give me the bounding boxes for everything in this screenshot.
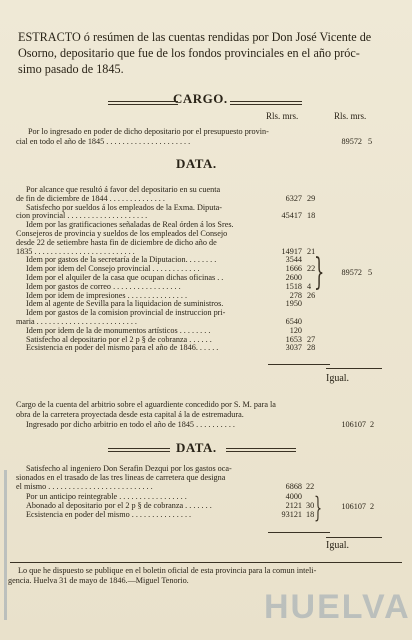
row-amount-mrs: 4 [307, 281, 312, 291]
row-amount-rls: 1666 [285, 264, 302, 274]
row-text-line: Satisfecho por sueldos á los empleados de la Exma. Diputa- [26, 202, 222, 212]
row-amount-mrs: 29 [307, 193, 316, 203]
data-equal-rule [326, 368, 382, 369]
cargo2-line-1: Cargo de la cuenta del arbitrio sobre el aguardiente concedido por S. M. para la [16, 400, 276, 409]
row-text-line: Idem al agente de Sevilla para la liquidacion de suministros. [26, 299, 224, 309]
footer-line-1: Lo que he dispuesto se publique en el boletin oficial de esta provincia para la comun inteli- [18, 566, 317, 575]
row-amount-rls: 2600 [285, 273, 302, 282]
row-amount-rls: 1950 [285, 299, 302, 309]
row-text-line: cion provincial . . . . . . . . . . . . . . . . . . . . [16, 211, 148, 221]
row-amount-rls: 3544 [285, 255, 302, 265]
data-total-rls: 89572 [341, 268, 362, 277]
row-amount-rls: 93121 [281, 510, 302, 519]
ornament2-rule-left [108, 448, 170, 452]
ornament-rule-left [108, 101, 178, 105]
row-text-line: desde 22 de setiembre hasta fin de diciembre de dicho año de [16, 237, 217, 247]
row-amount-rls: 6327 [285, 193, 302, 203]
header-line-2: Osorno, depositario que fue de los fondos provinciales en el año próc- [18, 46, 360, 60]
row-text-line: Ecsistencia en poder del mismo para el año de 1846. . . . . . [26, 343, 219, 353]
row-text-line: Idem por idem del Consejo provincial . . . . . . . . . . . . [26, 264, 200, 274]
data-equal: Igual. [326, 373, 350, 384]
row-amount-rls: 14917 [281, 246, 302, 256]
data2-equal-rule [326, 537, 382, 538]
data2-brace-icon: } [314, 491, 323, 524]
cargo-line-2: cial en todo el año de 1845 . . . . . . . . . . . . . . . . . . . . . [16, 137, 191, 146]
cargo-total-rls: 89572 [341, 137, 362, 146]
data-brace-icon: } [314, 252, 325, 293]
row-amount-rls: 120 [289, 325, 302, 335]
data2-title: DATA. [176, 440, 217, 455]
data-sum-rule [268, 364, 330, 365]
cargo2-line-2: obra de la carretera proyectada desde esta capital á la de estremadura. [16, 410, 244, 419]
footer-rule [10, 562, 402, 563]
data2-equal: Igual. [326, 540, 350, 551]
ornament2-rule-right [226, 448, 296, 452]
row-text-line: Idem por las gratificaciones señaladas de Real órden á los Sres. [26, 220, 234, 230]
row-amount-mrs: 21 [307, 246, 316, 256]
row-text-line: Por alcance que resultó á favor del depositario en su cuenta [26, 185, 221, 194]
ornament-rule-right [230, 101, 302, 105]
row-text-line: Por un anticipo reintegrable . . . . . . . . . . . . . . . . . [26, 491, 187, 501]
row-text-line: Satisfecho al ingeniero Don Serafin Dezqui por los gastos oca- [26, 464, 232, 473]
row-amount-mrs: 18 [306, 510, 315, 519]
row-amount-rls: 45417 [281, 211, 302, 221]
cargo-title: CARGO. [173, 91, 228, 106]
data-total-mrs: 5 [368, 268, 373, 277]
row-text-line: sionados en el trasado de las tres lineas de carretera que designa [16, 473, 226, 483]
row-amount-rls: 3037 [285, 343, 302, 353]
cargo-total-mrs: 5 [368, 137, 373, 146]
row-amount-mrs: 28 [307, 343, 316, 353]
data2-total-rls: 106107 [341, 502, 366, 511]
row-amount-rls: 278 [289, 290, 302, 300]
row-amount-mrs: 22 [306, 482, 315, 492]
row-amount-rls: 2121 [285, 500, 302, 510]
row-amount-mrs: 22 [307, 264, 316, 274]
data2-sum-rule [268, 532, 330, 533]
row-amount-rls: 1518 [285, 281, 302, 291]
cargo-column-header-2: Rls. mrs. [334, 111, 367, 121]
row-text-line: maria . . . . . . . . . . . . . . . . . . . . . . . . . [16, 317, 137, 326]
row-text-line: el mismo . . . . . . . . . . . . . . . . . . . . . . . . . . [16, 482, 153, 492]
row-amount-rls: 1653 [285, 334, 302, 344]
row-text-line: Idem por gastos de correo . . . . . . . . . . . . . . . . . [26, 281, 181, 291]
row-amount-mrs: 27 [307, 334, 316, 344]
row-text-line: Idem por idem de impresiones . . . . . . . . . . . . . . . [26, 290, 187, 300]
row-amount-mrs: 26 [307, 290, 316, 300]
row-amount-rls: 4000 [285, 491, 302, 501]
watermark-text: HUELVA [264, 588, 411, 626]
watermark-side-mark [4, 470, 29, 620]
data2-total-mrs: 2 [370, 502, 375, 511]
row-text-line: Ecsistencia en poder del mismo . . . . . . . . . . . . . . . [26, 510, 192, 519]
cargo-line-1: Por lo ingresado en poder de dicho depositario por el presupuesto provin- [28, 127, 269, 136]
row-amount-mrs: 30 [306, 500, 315, 510]
row-text-line: de fin de diciembre de 1844 . . . . . . . . . . . . . . [16, 193, 165, 203]
header-line-1: ESTRACTO ó resúmen de las cuentas rendidas por Don José Vicente de [18, 30, 372, 44]
row-amount-rls: 6868 [285, 482, 302, 492]
data-title: DATA. [176, 156, 217, 171]
header-line-3: simo pasado de 1845. [18, 62, 124, 76]
row-amount-rls: 6540 [285, 317, 302, 326]
cargo2-total-rls: 106107 [341, 420, 366, 429]
row-text-line: 1835 . . . . . . . . . . . . . . . . . . . . . . . . . [16, 246, 135, 256]
row-text-line: Idem por idem de la de monumentos artísticos . . . . . . . . [26, 325, 211, 335]
cargo-column-header-1: Rls. mrs. [266, 111, 299, 121]
cargo2-total-mrs: 2 [370, 420, 375, 429]
row-text-line: Satisfecho al depositario por el 2 p § de cobranza . . . . . . [26, 334, 212, 344]
row-text-line: Abonado al depositario por el 2 p § de cobranza . . . . . . . [26, 500, 212, 510]
row-text-line: Idem por el alquiler de la casa que ocupan dichas oficinas . . [26, 273, 224, 282]
cargo2-line-3: Ingresado por dicho arbitrio en todo el año de 1845 . . . . . . . . . . [26, 420, 235, 429]
footer-line-2: gencia. Huelva 31 de mayo de 1846.—Miguel Tenorio. [8, 576, 189, 585]
row-text-line: Idem por gastos de la comision provincial de instruccion pri- [26, 308, 226, 318]
row-amount-mrs: 18 [307, 211, 316, 221]
row-text-line: Idem por gastos de la secretaría de la Diputacion. . . . . . . . [26, 255, 217, 265]
row-text-line: Consejeros de provincia y sueldos de los empleados del Consejo [16, 229, 228, 238]
